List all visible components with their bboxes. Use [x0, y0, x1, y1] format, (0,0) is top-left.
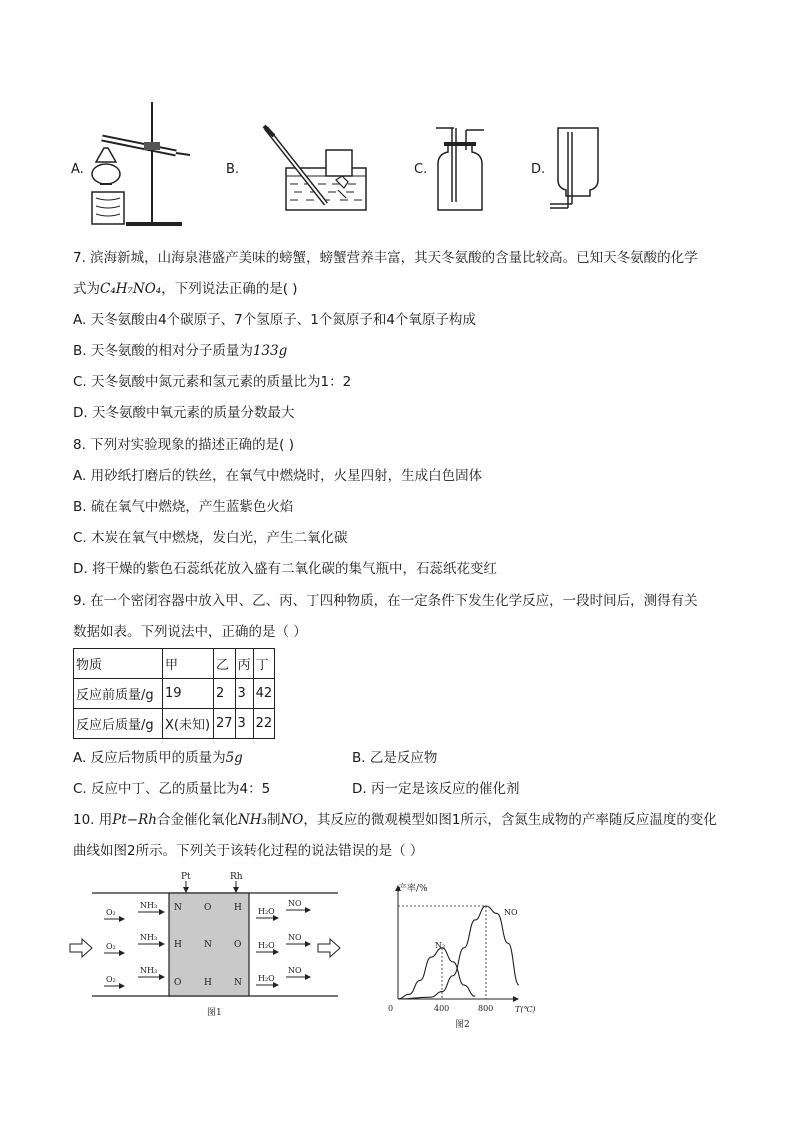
no-label: NO	[288, 933, 302, 942]
q7-stem-post: ，下列说法正确的是( )	[161, 281, 298, 297]
atom-label: H	[174, 940, 182, 950]
gas-collection-trough-figure	[260, 120, 370, 212]
figure-2-yield-chart	[378, 878, 558, 1028]
q9-option-c: C. 反应中丁、乙的质量比为4：5	[73, 781, 271, 797]
q8-stem: 8. 下列对实验现象的描述正确的是( )	[73, 437, 294, 453]
inverted-bottle-figure	[546, 124, 602, 214]
option-label: B.	[226, 162, 240, 177]
nh3-label: NH₃	[140, 933, 158, 942]
figure-2-caption: 图2	[455, 1020, 470, 1028]
no-label: NO	[288, 899, 302, 908]
table-cell: 19	[163, 679, 214, 709]
series-label-n2: N₂	[435, 941, 446, 950]
o2-label: O₂	[106, 942, 116, 951]
h2o-label: H₂O	[258, 941, 275, 950]
table-cell: 乙	[214, 649, 236, 679]
nh3-label: NH₃	[140, 966, 158, 975]
table-row	[74, 679, 275, 709]
series-line-n2	[398, 948, 475, 999]
q10-text: ，其反应的微观模型如图1所示，含氮生成物的产率随反应温度的变化	[303, 812, 717, 828]
table-cell: 甲	[163, 649, 214, 679]
q8-option-a: A. 用砂纸打磨后的铁丝，在氧气中燃烧时，火星四射，生成白色固体	[73, 468, 483, 484]
q7-option-b	[73, 342, 287, 360]
h2o-label: H₂O	[258, 907, 275, 916]
q7-option-d: D. 天冬氨酸中氧元素的质量分数最大	[73, 405, 295, 421]
x-tick-label: 400	[434, 1004, 450, 1013]
table-cell: 丙	[235, 649, 253, 679]
q7-formula: C₄H₇NO₄	[100, 281, 162, 297]
gas-washing-bottle-figure	[432, 124, 488, 212]
q10-no: NO	[280, 812, 304, 828]
q9-option-b: B. 乙是反应物	[352, 750, 438, 766]
table-cell: 2	[214, 679, 236, 709]
rh-label: Rh	[230, 872, 243, 882]
atom-label: O	[174, 978, 182, 988]
q7-stem-line2	[73, 280, 298, 298]
atom-label: N	[204, 940, 212, 950]
q9-option-a	[73, 749, 243, 767]
atom-label: O	[234, 940, 242, 950]
q7-option-b-value: 133g	[252, 343, 288, 359]
q10-stem-line1	[73, 811, 717, 829]
x-tick-label: 0	[388, 1004, 394, 1013]
q9-option-a-text: A. 反应后物质甲的质量为	[73, 750, 226, 766]
heating-apparatus-figure	[86, 98, 192, 230]
q8-option-d: D. 将干燥的紫色石蕊纸花放入盛有二氧化碳的集气瓶中，石蕊纸花变红	[73, 561, 497, 577]
q9-stem-line1: 9. 在一个密闭容器中放入甲、乙、丙、丁四种物质，在一定条件下发生化学反应，一段时间后，测得有关	[73, 593, 698, 609]
q7-option-b-text: B. 天冬氨酸的相对分子质量为	[73, 343, 253, 359]
h2o-label: H₂O	[258, 974, 275, 983]
q9-option-a-value: 5g	[225, 750, 243, 766]
no-label: NO	[288, 966, 302, 975]
q7-option-c: C. 天冬氨酸中氮元素和氢元素的质量比为1：2	[73, 374, 352, 390]
q9-option-d: D. 丙一定是该反应的催化剂	[352, 781, 520, 797]
nh3-label: NH₃	[140, 901, 158, 910]
q9-stem-line2: 数据如表。下列说法中，正确的是（ ）	[73, 624, 307, 640]
table-cell: 3	[235, 679, 253, 709]
atom-label: O	[204, 903, 212, 913]
q10-catalyst: Pt−Rh	[112, 812, 157, 828]
q8-option-c: C. 木炭在氧气中燃烧，发白光，产生二氧化碳	[73, 530, 348, 546]
o2-label: O₂	[106, 975, 116, 984]
table-cell: 反应后质量/g	[74, 709, 163, 739]
table-cell: X(未知)	[163, 709, 214, 739]
q7-option-a: A. 天冬氨酸由4个碳原子、7个氢原子、1个氮原子和4个氧原子构成	[73, 312, 476, 328]
series-label-no: NO	[504, 908, 518, 917]
table-row	[74, 709, 275, 739]
option-label: D.	[531, 162, 546, 177]
atom-label: H	[234, 903, 242, 913]
x-axis-label: T(℃)	[515, 1005, 536, 1014]
figure-1-caption: 图1	[207, 1008, 222, 1018]
figure-1-reaction-model	[68, 868, 358, 1020]
x-tick-label: 800	[478, 1004, 494, 1013]
q10-nh3: NH₃	[237, 812, 267, 828]
q7-stem-line1: 7. 滨海新城，山海泉港盛产美味的螃蟹，螃蟹营养丰富，其天冬氨酸的含量比较高。已知天冬氨酸的化学	[73, 250, 698, 266]
table-header-row	[74, 649, 275, 679]
table-cell: 物质	[74, 649, 163, 679]
atom-label: N	[234, 978, 242, 988]
q8-option-b: B. 硫在氧气中燃烧，产生蓝紫色火焰	[73, 499, 294, 515]
table-cell: 3	[235, 709, 253, 739]
atom-label: H	[204, 978, 212, 988]
q10-text: 制	[266, 812, 281, 828]
table-cell: 丁	[253, 649, 275, 679]
q10-text: 合金催化氧化	[156, 812, 238, 828]
q10-stem-line2: 曲线如图2所示。下列关于该转化过程的说法错误的是（ ）	[73, 843, 424, 859]
atom-label: N	[174, 903, 182, 913]
series-line-no	[398, 906, 519, 999]
o2-label: O₂	[106, 908, 116, 917]
table-cell: 反应前质量/g	[74, 679, 163, 709]
table-cell: 42	[253, 679, 275, 709]
y-axis-label: 产率/%	[398, 884, 428, 894]
q9-data-table	[73, 648, 275, 739]
q7-stem-pre: 式为	[73, 281, 100, 297]
q10-text: 10. 用	[73, 812, 113, 828]
table-cell: 22	[253, 709, 275, 739]
option-label: A.	[71, 162, 84, 177]
pt-label: Pt	[181, 872, 191, 882]
table-cell: 27	[214, 709, 236, 739]
option-label: C.	[414, 162, 428, 177]
